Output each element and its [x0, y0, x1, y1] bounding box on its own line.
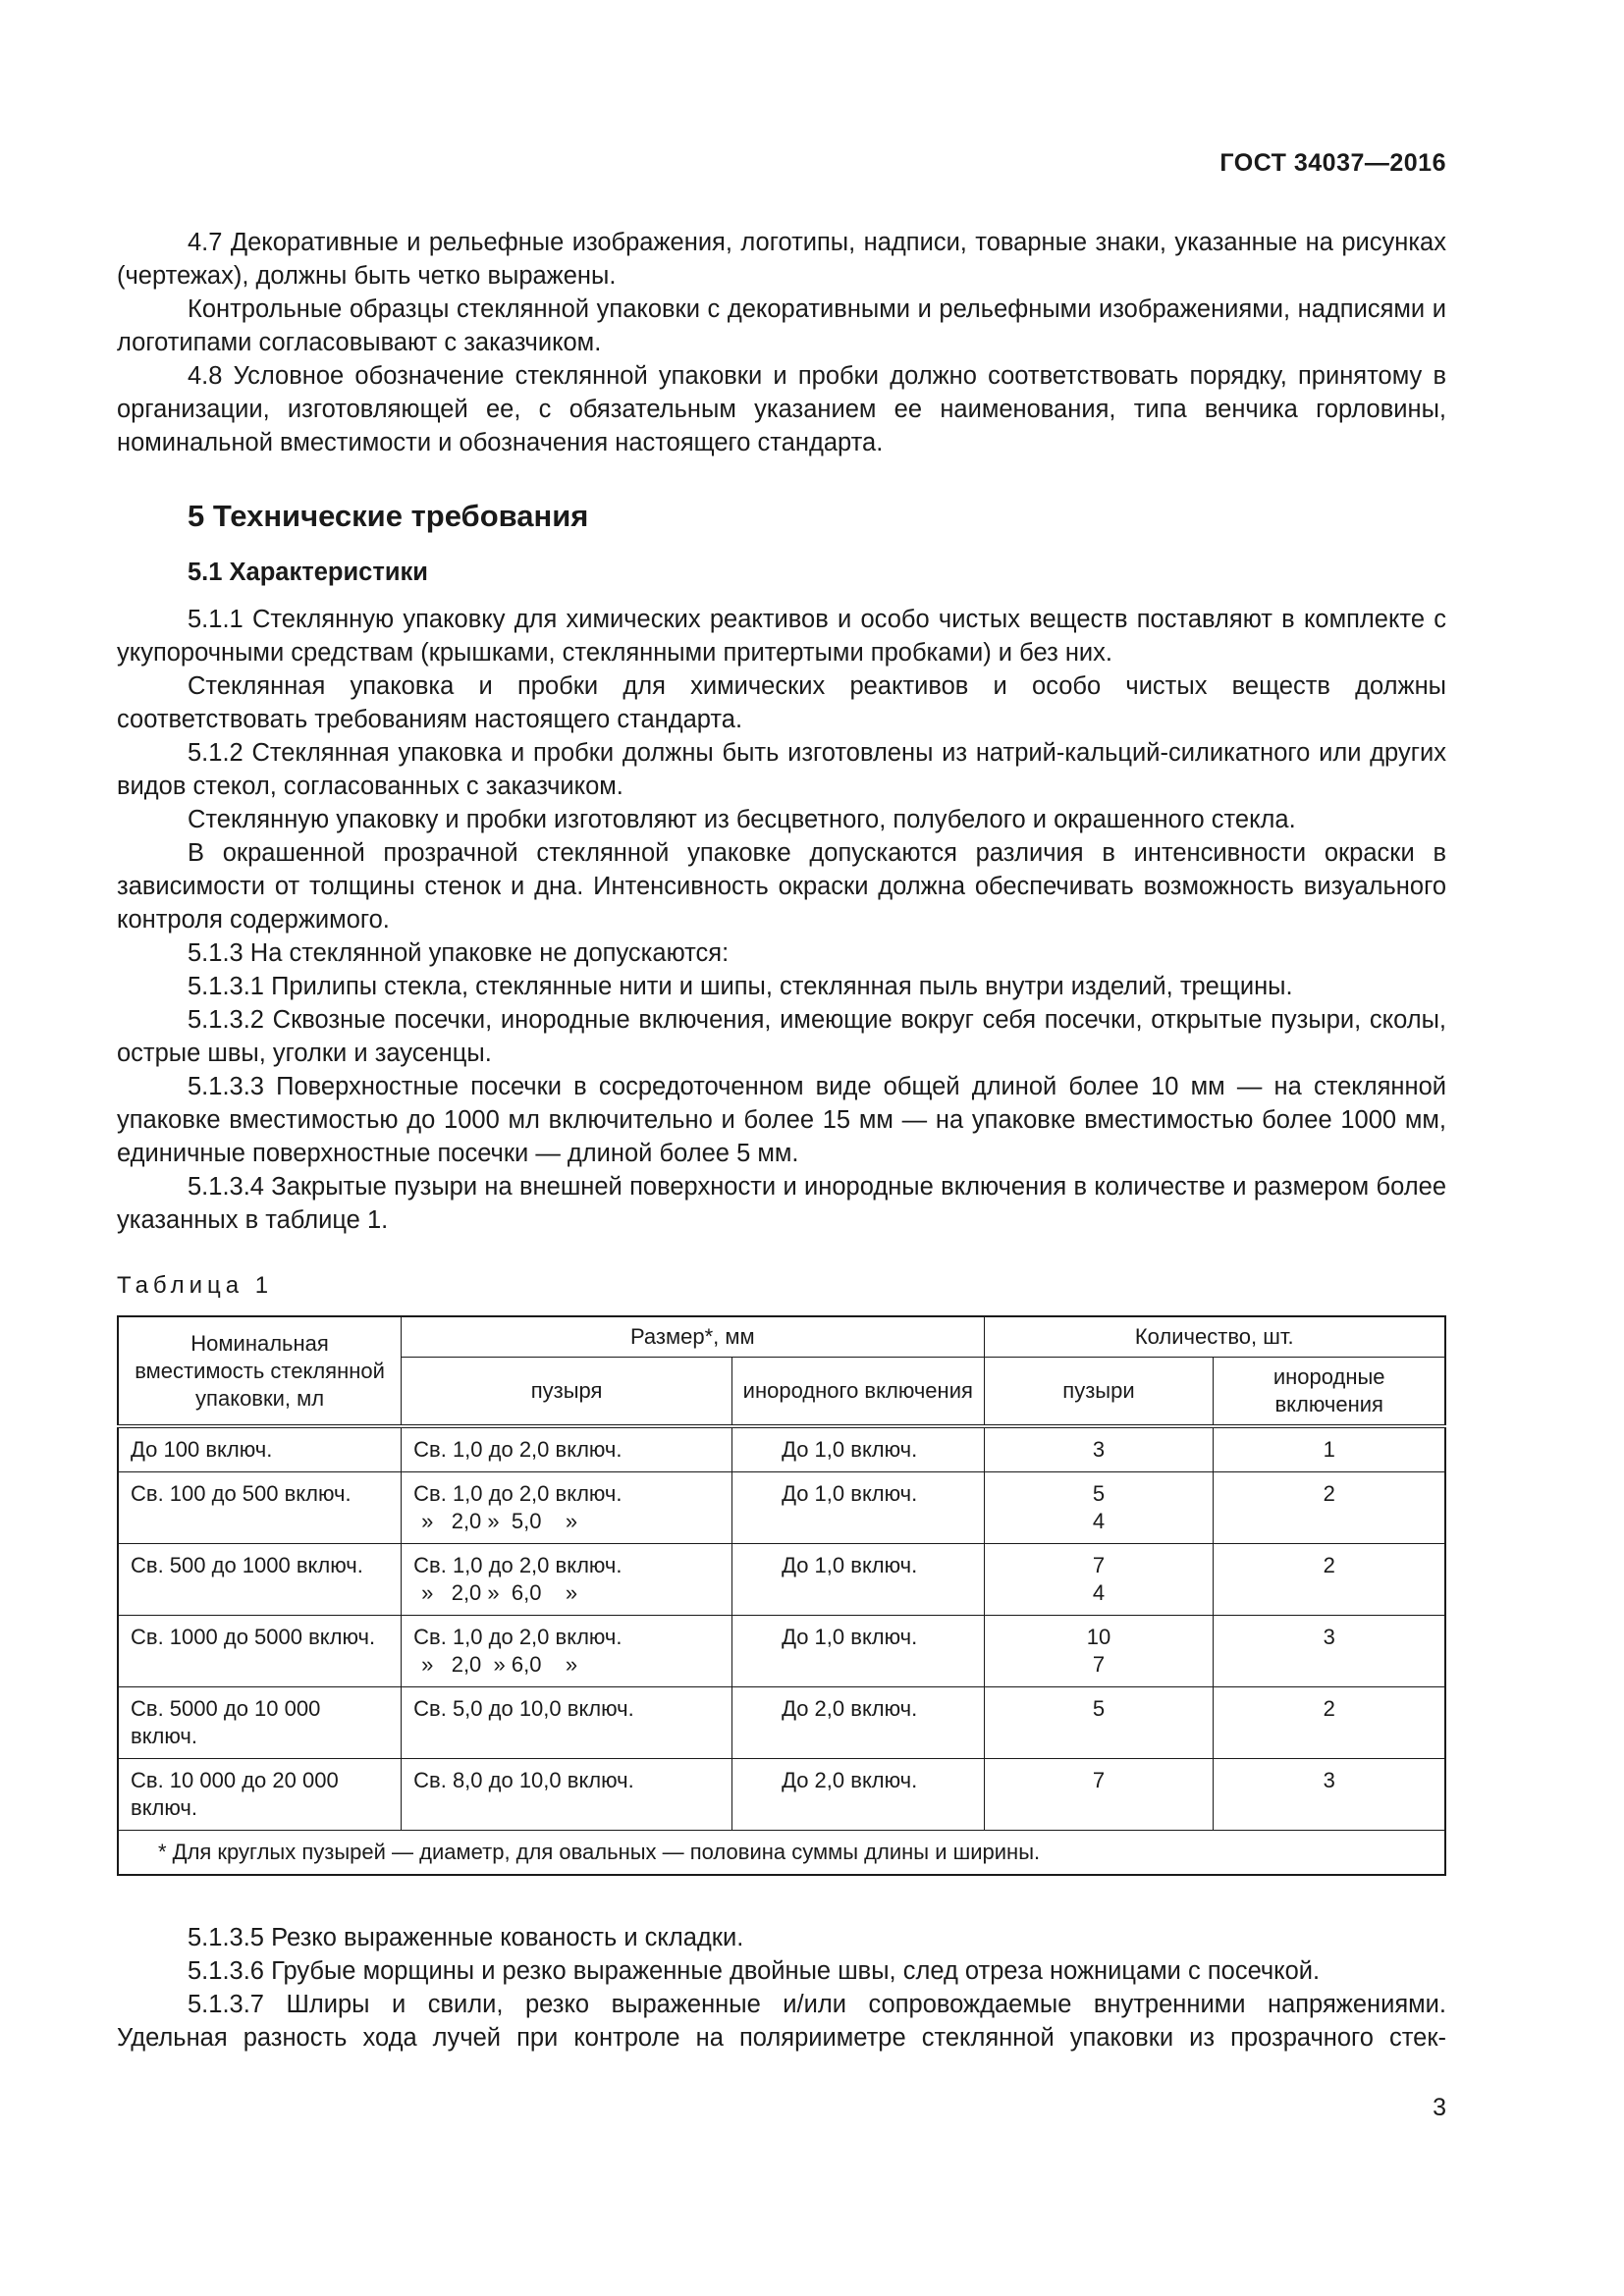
- cell-count-inclusions: 2: [1214, 1544, 1445, 1616]
- cell-capacity: Св. 5000 до 10 000 включ.: [118, 1687, 402, 1759]
- header-count-inclusions: инородные включения: [1214, 1358, 1445, 1427]
- paragraph: 4.8 Условное обозначение стеклянной упаковки и пробки должно соответствовать порядку, принятому в организации, изготовляющей ее, с обязательным указанием ее наименования, типа венчика горловины, номинальной вместимости и обозначения настоящего стандарта.: [117, 362, 1446, 456]
- header-size-inclusions: инородного включения: [732, 1358, 984, 1427]
- cell-line: Св. 1,0 до 2,0 включ.: [413, 1553, 623, 1577]
- cell-line: 4: [1092, 1509, 1106, 1533]
- cell-line: 7: [1092, 1553, 1106, 1577]
- table-row: [118, 1472, 1445, 1544]
- table-caption: Таблица 1: [117, 1272, 274, 1299]
- cell-line: Св. 8,0 до 10,0 включ.: [413, 1768, 634, 1792]
- header-size-group: Размер*, мм: [402, 1316, 984, 1358]
- cell-capacity: Св. 500 до 1000 включ.: [118, 1544, 402, 1616]
- cell-size-bubbles: [402, 1472, 732, 1544]
- cell-count-bubbles: [984, 1426, 1214, 1472]
- document-id-header: ГОСТ 34037—2016: [1219, 149, 1446, 177]
- cell-size-inclusions: До 1,0 включ.: [732, 1472, 984, 1544]
- cell-count-bubbles: [984, 1544, 1214, 1616]
- cell-capacity: До 100 включ.: [118, 1426, 402, 1472]
- cell-count-inclusions: 3: [1214, 1616, 1445, 1687]
- subsection-title: 5.1 Характеристики: [188, 559, 428, 586]
- section-title: 5 Технические требования: [188, 499, 589, 533]
- table-footnote-row: [118, 1831, 1445, 1876]
- paragraph: Контрольные образцы стеклянной упаковки с декоративными и рельефными изображениями, надписями и логотипами согласовывают с заказчиком.: [117, 295, 1446, 356]
- paragraph: 5.1.3.1 Прилипы стекла, стеклянные нити и шипы, стеклянная пыль внутри изделий, трещины.: [188, 973, 1293, 1000]
- cell-count-bubbles: [984, 1759, 1214, 1831]
- header-count-bubbles: пузыри: [984, 1358, 1214, 1427]
- paragraph: 5.1.3.2 Сквозные посечки, инородные включения, имеющие вокруг себя посечки, открытые пузыри, сколы, острые швы, уголки и заусенцы.: [117, 1006, 1446, 1067]
- cell-count-inclusions: 2: [1214, 1472, 1445, 1544]
- cell-count-inclusions: 2: [1214, 1687, 1445, 1759]
- table-footnote: * Для круглых пузырей — диаметр, для овальных — половина суммы длины и ширины.: [118, 1831, 1445, 1876]
- after-table-text: [117, 1921, 1446, 2055]
- cell-line: Св. 1,0 до 2,0 включ.: [413, 1481, 623, 1506]
- paragraph: 5.1.1 Стеклянную упаковку для химических реактивов и особо чистых веществ поставляют в комплекте с укупорочными средствам (крышками, стеклянными притертыми пробками) и без них.: [117, 606, 1446, 667]
- cell-line: 7: [1092, 1768, 1106, 1792]
- paragraph: 5.1.3.5 Резко выраженные кованость и складки.: [188, 1924, 744, 1951]
- paragraph: Стеклянная упаковка и пробки для химических реактивов и особо чистых веществ должны соответствовать требованиям настоящего стандарта.: [117, 672, 1446, 733]
- cell-count-inclusions: 1: [1214, 1426, 1445, 1472]
- cell-size-inclusions: До 1,0 включ.: [732, 1426, 984, 1472]
- table-row: [118, 1544, 1445, 1616]
- header-capacity: Номинальная вместимость стеклянной упаковки, мл: [118, 1316, 402, 1426]
- cell-size-inclusions: До 2,0 включ.: [732, 1687, 984, 1759]
- cell-size-inclusions: До 1,0 включ.: [732, 1616, 984, 1687]
- cell-line: 7: [1092, 1652, 1106, 1677]
- table-row: [118, 1426, 1445, 1472]
- paragraph: 5.1.3.4 Закрытые пузыри на внешней поверхности и инородные включения в количестве и размером более указанных в таблице 1.: [117, 1173, 1446, 1234]
- page-number: 3: [1433, 2094, 1446, 2121]
- paragraph: 5.1.3.7 Шлиры и свили, резко выраженные и/или сопровождаемые внутренними напряжениями.: [188, 1991, 1446, 2018]
- cell-line: 3: [1092, 1437, 1106, 1462]
- cell-size-bubbles: [402, 1687, 732, 1759]
- cell-count-inclusions: 3: [1214, 1759, 1445, 1831]
- paragraph: 5.1.2 Стеклянная упаковка и пробки должны быть изготовлены из натрий-кальций-силикатного или других видов стекол, согласованных с заказчиком.: [117, 739, 1446, 800]
- cell-count-bubbles: [984, 1616, 1214, 1687]
- cell-size-bubbles: [402, 1759, 732, 1831]
- table-row: [118, 1616, 1445, 1687]
- cell-size-bubbles: [402, 1426, 732, 1472]
- paragraph: 5.1.3.3 Поверхностные посечки в сосредоточенном виде общей длиной более 10 мм — на стеклянной упаковке вместимостью до 1000 мл включительно и более 15 мм — на упаковке вместимостью более 1000 мм, единичные поверхностные посечки — длиной более 5 мм.: [117, 1073, 1446, 1167]
- header-size-bubbles: пузыря: [402, 1358, 732, 1427]
- cell-size-bubbles: [402, 1616, 732, 1687]
- document-body: [117, 226, 1446, 2055]
- cell-line: 4: [1092, 1580, 1106, 1605]
- cell-size-bubbles: [402, 1544, 732, 1616]
- cell-line: » 2,0 » 5,0 »: [421, 1509, 578, 1533]
- paragraph: 5.1.3 На стеклянной упаковке не допускаются:: [188, 939, 730, 967]
- cell-line: Св. 5,0 до 10,0 включ.: [413, 1696, 634, 1721]
- cell-line: » 2,0 » 6,0 »: [421, 1580, 578, 1605]
- cell-line: » 2,0 » 6,0 »: [421, 1652, 578, 1677]
- cell-line: 5: [1092, 1696, 1106, 1721]
- cell-line: Св. 1,0 до 2,0 включ.: [413, 1437, 623, 1462]
- cell-size-inclusions: До 1,0 включ.: [732, 1544, 984, 1616]
- cell-capacity: Св. 1000 до 5000 включ.: [118, 1616, 402, 1687]
- cell-line: Св. 1,0 до 2,0 включ.: [413, 1625, 623, 1649]
- cell-line: 10: [1086, 1625, 1111, 1649]
- cell-capacity: Св. 100 до 500 включ.: [118, 1472, 402, 1544]
- cell-count-bubbles: [984, 1687, 1214, 1759]
- paragraph: В окрашенной прозрачной стеклянной упаковке допускаются различия в интенсивности окраски в зависимости от толщины стенок и дна. Интенсивность окраски должна обеспечивать возможность визуального контроля содержимого.: [117, 839, 1446, 934]
- paragraph: Стеклянную упаковку и пробки изготовляют из бесцветного, полубелого и окрашенного стекла.: [188, 806, 1296, 833]
- paragraph: 4.7 Декоративные и рельефные изображения, логотипы, надписи, товарные знаки, указанные на рисунках (чертежах), должны быть четко выражены.: [117, 229, 1446, 290]
- table-row: [118, 1759, 1445, 1831]
- paragraph: Удельная разность хода лучей при контроле на полярииметре стеклянной упаковки из прозрачного стек-: [117, 2024, 1446, 2052]
- paragraph: 5.1.3.6 Грубые морщины и резко выраженные двойные швы, след отреза ножницами с посечкой.: [188, 1957, 1321, 1985]
- header-count-group: Количество, шт.: [984, 1316, 1445, 1358]
- requirements-table: [117, 1315, 1446, 1876]
- table-row: [118, 1687, 1445, 1759]
- cell-capacity: Св. 10 000 до 20 000 включ.: [118, 1759, 402, 1831]
- cell-line: 5: [1092, 1481, 1106, 1506]
- cell-count-bubbles: [984, 1472, 1214, 1544]
- cell-size-inclusions: До 2,0 включ.: [732, 1759, 984, 1831]
